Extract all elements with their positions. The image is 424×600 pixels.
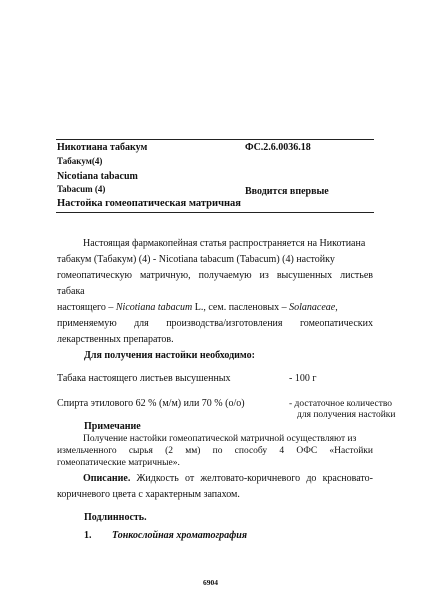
- ingredient-2-value-line-1: - достаточное количество: [289, 399, 393, 409]
- monograph-title: Настойка гомеопатическая матричная: [57, 198, 241, 209]
- description-line-1: [57, 471, 373, 487]
- intro-line-4-b: L., сем. пасленовых –: [192, 302, 290, 313]
- intro-line-1: [57, 236, 373, 252]
- intro-line-5-w2: для: [134, 318, 149, 329]
- species-name: Nicotiana tabacum: [115, 302, 193, 313]
- note-line-1: Получение настойки гомеопатической матричной осуществляют из: [83, 434, 357, 444]
- intro-line-3: гомеопатическую матричную, получаемую из высушенных листьев табака: [57, 270, 373, 297]
- header-bottom-rule: [56, 212, 374, 213]
- drug-short-name-russian: Табакум(4): [57, 156, 103, 166]
- ingredient-1-label: Табака настоящего листьев высушенных: [57, 373, 231, 384]
- intro-line-4: [57, 300, 373, 316]
- intro-line-5-w4: гомеопатических: [299, 318, 373, 329]
- introduction-note: Вводится впервые: [245, 186, 329, 197]
- drug-short-name-latin: Tabacum (4): [57, 184, 106, 194]
- drug-name-russian: Никотиана табакум: [57, 142, 148, 153]
- intro-line-6: лекарственных препаратов.: [57, 334, 174, 345]
- authenticity-item-number: 1.: [84, 530, 92, 541]
- ingredient-2-label: Спирта этилового 62 % (м/м) или 70 % (о/о): [57, 398, 245, 409]
- header-top-rule: [56, 139, 374, 140]
- intro-line-2: табакум (Табакум) (4) - Nicotiana tabacum (Tabacum) (4) настойку: [57, 254, 335, 265]
- intro-line-5: [57, 316, 373, 332]
- intro-paragraph: [57, 236, 373, 348]
- authenticity-item-title: Тонкослойная хроматография: [112, 530, 247, 541]
- ingredient-2-value-line-2: для получения настойки: [297, 410, 396, 420]
- note-paragraph: [57, 433, 373, 469]
- note-heading: Примечание: [84, 421, 141, 432]
- intro-line-1-text: Настоящая фармакопейная статья распространяется на Никотиана: [83, 238, 366, 249]
- note-line-2-text: измельченного сырья (2 мм) по способу 4 ОФС «Настойки: [57, 446, 373, 456]
- intro-line-4-a: настоящего –: [57, 302, 116, 313]
- family-name: Solanaceae: [289, 302, 336, 313]
- description-paragraph: [57, 471, 373, 503]
- monograph-code: ФС.2.6.0036.18: [245, 142, 311, 153]
- required-heading: Для получения настойки необходимо:: [84, 350, 255, 361]
- intro-line-4-c: ,: [335, 302, 338, 313]
- description-line-1-text: Жидкость от желтовато-коричневого до красновато-: [130, 473, 373, 484]
- note-line-2: [57, 445, 373, 457]
- description-line-2: коричневого цвета с характерным запахом.: [57, 489, 240, 500]
- page-number: 6904: [203, 578, 218, 587]
- note-line-3: гомеопатические матричные».: [57, 458, 180, 468]
- description-label: Описание.: [83, 473, 131, 484]
- intro-line-5-w1: применяемую: [57, 318, 117, 329]
- authenticity-heading: Подлинность.: [84, 512, 147, 523]
- intro-line-5-w3: производства/изготовления: [166, 318, 283, 329]
- ingredient-1-value: - 100 г: [289, 373, 317, 384]
- drug-name-latin: Nicotiana tabacum: [57, 171, 138, 182]
